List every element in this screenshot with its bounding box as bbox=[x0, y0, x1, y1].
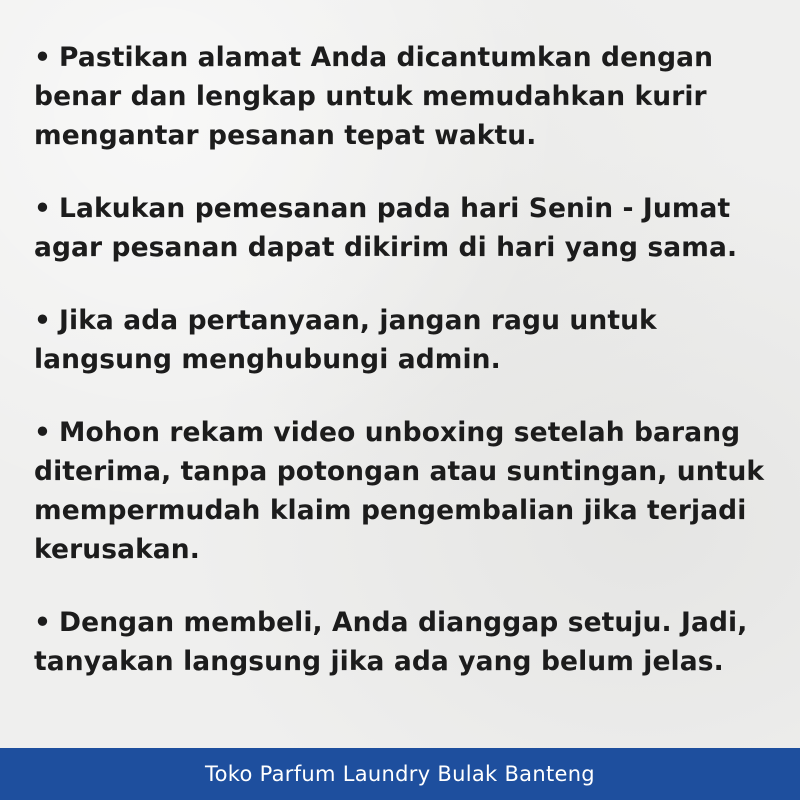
notice-text: Jika ada pertanyaan, jangan ragu untuk langsung menghubungi admin. bbox=[34, 305, 657, 375]
notice-item-contact-admin bbox=[34, 301, 774, 379]
notice-text: Mohon rekam video unboxing setelah barang diterima, tanpa potongan atau suntingan, untuk mempermudah klaim pengembalian jika terjadi kerusakan. bbox=[34, 417, 765, 565]
notice-item-order-days bbox=[34, 189, 774, 267]
store-name: Toko Parfum Laundry Bulak Banteng bbox=[205, 762, 595, 786]
notice-item-agreement bbox=[34, 603, 774, 681]
notice-text: Pastikan alamat Anda dicantumkan dengan benar dan lengkap untuk memudahkan kurir mengantar pesanan tepat waktu. bbox=[34, 42, 714, 151]
bullet-icon: • bbox=[34, 305, 52, 336]
footer-banner bbox=[0, 748, 800, 800]
notice-item-unboxing-video bbox=[34, 413, 774, 569]
notice-text: Dengan membeli, Anda dianggap setuju. Jadi, tanyakan langsung jika ada yang belum jelas. bbox=[34, 607, 748, 677]
notice-text: Lakukan pemesanan pada hari Senin - Jumat agar pesanan dapat dikirim di hari yang sama. bbox=[34, 193, 738, 263]
bullet-icon: • bbox=[34, 607, 52, 638]
bullet-icon: • bbox=[34, 193, 52, 224]
bullet-icon: • bbox=[34, 417, 52, 448]
bullet-icon: • bbox=[34, 42, 52, 73]
notice-list bbox=[34, 38, 774, 715]
notice-item-address bbox=[34, 38, 774, 155]
